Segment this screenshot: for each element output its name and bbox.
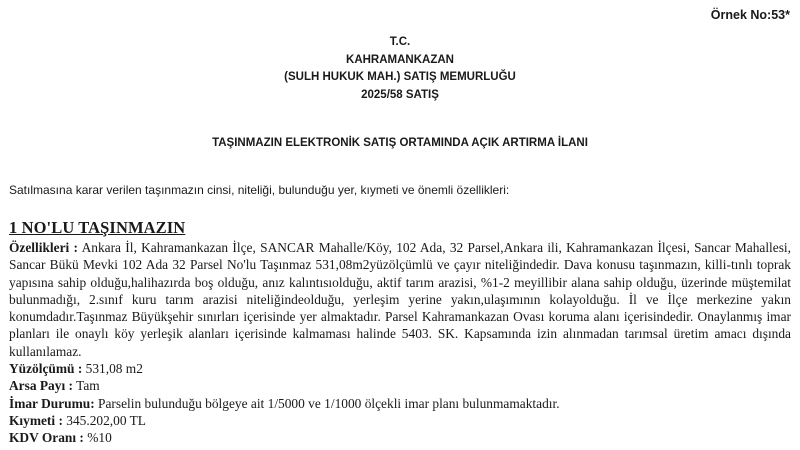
area-label: Yüzölçümü : bbox=[9, 361, 83, 377]
property-details bbox=[9, 239, 791, 447]
area-value: 531,08 m2 bbox=[82, 361, 143, 377]
sample-number: Örnek No:53* bbox=[710, 8, 790, 22]
value-label: Kıymeti : bbox=[9, 412, 63, 428]
share-value: Tam bbox=[72, 378, 100, 394]
property-heading: 1 NO'LU TAŞINMAZIN bbox=[9, 218, 186, 237]
notice-title: TAŞINMAZIN ELEKTRONİK SATIŞ ORTAMINDA AÇIK ARTIRMA İLANI bbox=[212, 137, 588, 149]
value-value: 345.202,00 TL bbox=[62, 412, 146, 428]
area-row bbox=[9, 360, 791, 377]
features-label: Özellikleri : bbox=[9, 240, 79, 255]
intro-text: Satılmasına karar verilen taşınmazın cinsi, niteliği, bulunduğu yer, kıymeti ve önemli özellikleri: bbox=[9, 183, 510, 197]
header-block bbox=[0, 34, 800, 104]
share-row bbox=[9, 377, 791, 394]
header-line-tc: T.C. bbox=[389, 36, 411, 48]
vat-value: %10 bbox=[83, 430, 112, 446]
zoning-row bbox=[9, 395, 791, 412]
zoning-label: İmar Durumu: bbox=[9, 395, 95, 411]
zoning-value: Parselin bulunduğu bölgeye ait 1/5000 ve 1/1000 ölçekli imar planı bulunmamaktadır. bbox=[94, 395, 560, 411]
header-line-case: 2025/58 SATIŞ bbox=[361, 88, 439, 101]
header-line-office: (SULH HUKUK MAH.) SATIŞ MEMURLUĞU bbox=[284, 71, 516, 83]
vat-label: KDV Oranı : bbox=[9, 430, 84, 446]
value-row bbox=[9, 412, 791, 429]
features-paragraph bbox=[9, 239, 791, 360]
vat-row bbox=[9, 429, 791, 446]
share-label: Arsa Payı : bbox=[9, 378, 73, 394]
header-line-district: KAHRAMANKAZAN bbox=[346, 53, 454, 66]
features-text: Ankara İl, Kahramankazan İlçe, SANCAR Mahalle/Köy, 102 Ada, 32 Parsel,Ankara ili, Kahramankazan İlçesi, Sancar Mahallesi, Sancar Bükü Mevki 102 Ada 32 Parsel No'lu Taşınmaz 531,08m2yüzölçümlü ve çayır niteliğindedir. Dava konusu taşınmazın, killi-tınlı toprak yapısına sahip olduğu,halihazırda boş olduğu, anız kalıntısıolduğu, aktif tarım arazisi, %1-2 meyillibir alana sahip olduğu, üzerinde müştemilat bulunmadığı, 2.sınıf kuru tarım arazisi niteliğindeolduğu, yerleşim yerine yakın,ulaşımının kolayolduğu. İl ve İlçe merkezine yakın konumdadır.Taşınmaz Büyükşehir sınırları içerisinde yer almaktadır. Parsel Kahramankazan Ovası koruma alanı içerisindedir. Onaylanmış imar planları ile onaylı köy yerleşik alanları içerisinde kalmaması halinde 5403. SK. Kapsamında izin alınmadan tarımsal üretim amacı dışında kullanılamaz. bbox=[9, 240, 792, 359]
